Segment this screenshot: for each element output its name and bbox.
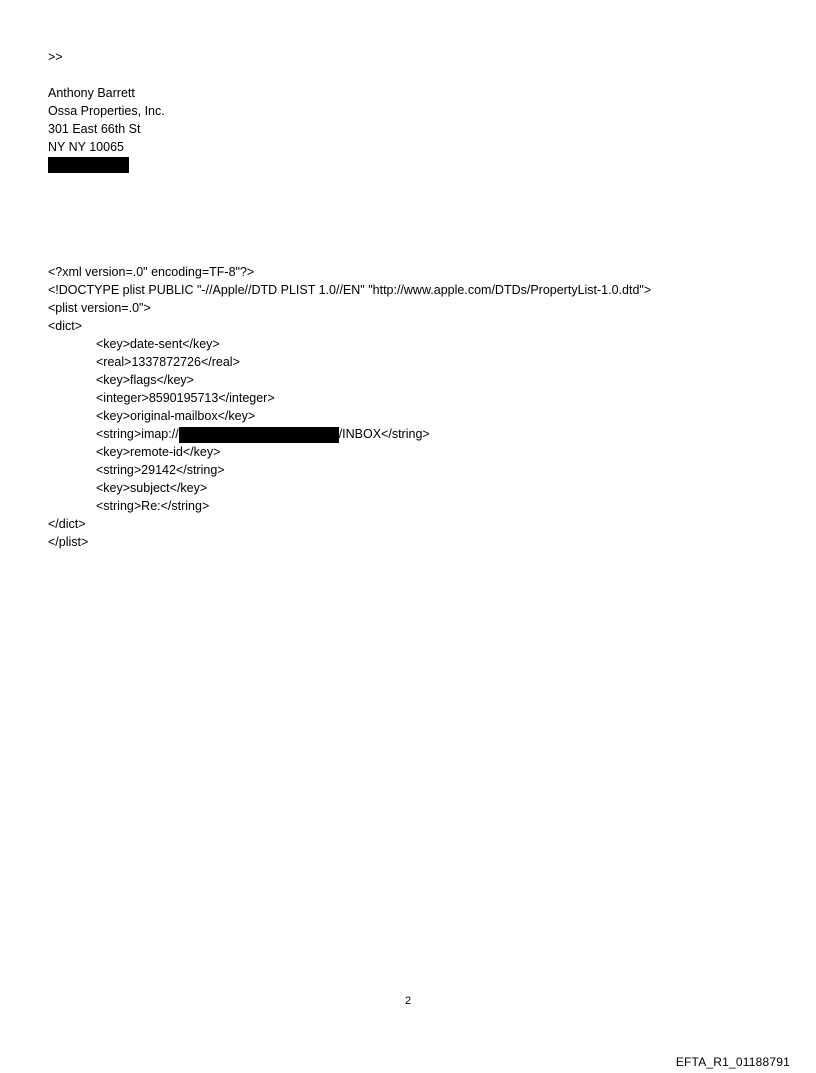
- signature-company: Ossa Properties, Inc.: [48, 104, 165, 118]
- plist-open: <plist version=.0">: [48, 301, 151, 315]
- signature-street: 301 East 66th St: [48, 122, 141, 136]
- dict-open: <dict>: [48, 319, 83, 333]
- doctype-line: <!DOCTYPE plist PUBLIC "-//Apple//DTD PLIST 1.0//EN" "http://www.apple.com/DTDs/PropertyList-1.0.dtd">: [48, 283, 652, 297]
- plist-close: </plist>: [48, 535, 89, 549]
- bates-number: EFTA_R1_01188791: [675, 1055, 790, 1069]
- xml-declaration: <?xml version=.0" encoding=TF-8"?>: [48, 265, 255, 279]
- plist-entry: <key>subject</key>: [96, 481, 208, 495]
- page-number: 2: [404, 995, 412, 1007]
- plist-entry: <integer>8590195713</integer>: [96, 391, 275, 405]
- plist-entry: <real>1337872726</real>: [96, 355, 240, 369]
- dict-close: </dict>: [48, 517, 86, 531]
- mailbox-line: [96, 425, 430, 443]
- plist-entry: <key>remote-id</key>: [96, 445, 221, 459]
- mailbox-suffix: /INBOX</string>: [338, 427, 430, 441]
- quote-marker: >>: [48, 50, 63, 64]
- mailbox-prefix: <string>imap://: [96, 427, 179, 441]
- redaction-box: [48, 157, 129, 173]
- plist-entry: <key>original-mailbox</key>: [96, 409, 256, 423]
- plist-entry: <string>29142</string>: [96, 463, 225, 477]
- mailbox-redaction: [179, 427, 339, 443]
- plist-entry: <key>date-sent</key>: [96, 337, 220, 351]
- signature-city: NY NY 10065: [48, 140, 124, 154]
- plist-entry: <string>Re:</string>: [96, 499, 210, 513]
- plist-entry: <key>flags</key>: [96, 373, 194, 387]
- signature-name: Anthony Barrett: [48, 86, 135, 100]
